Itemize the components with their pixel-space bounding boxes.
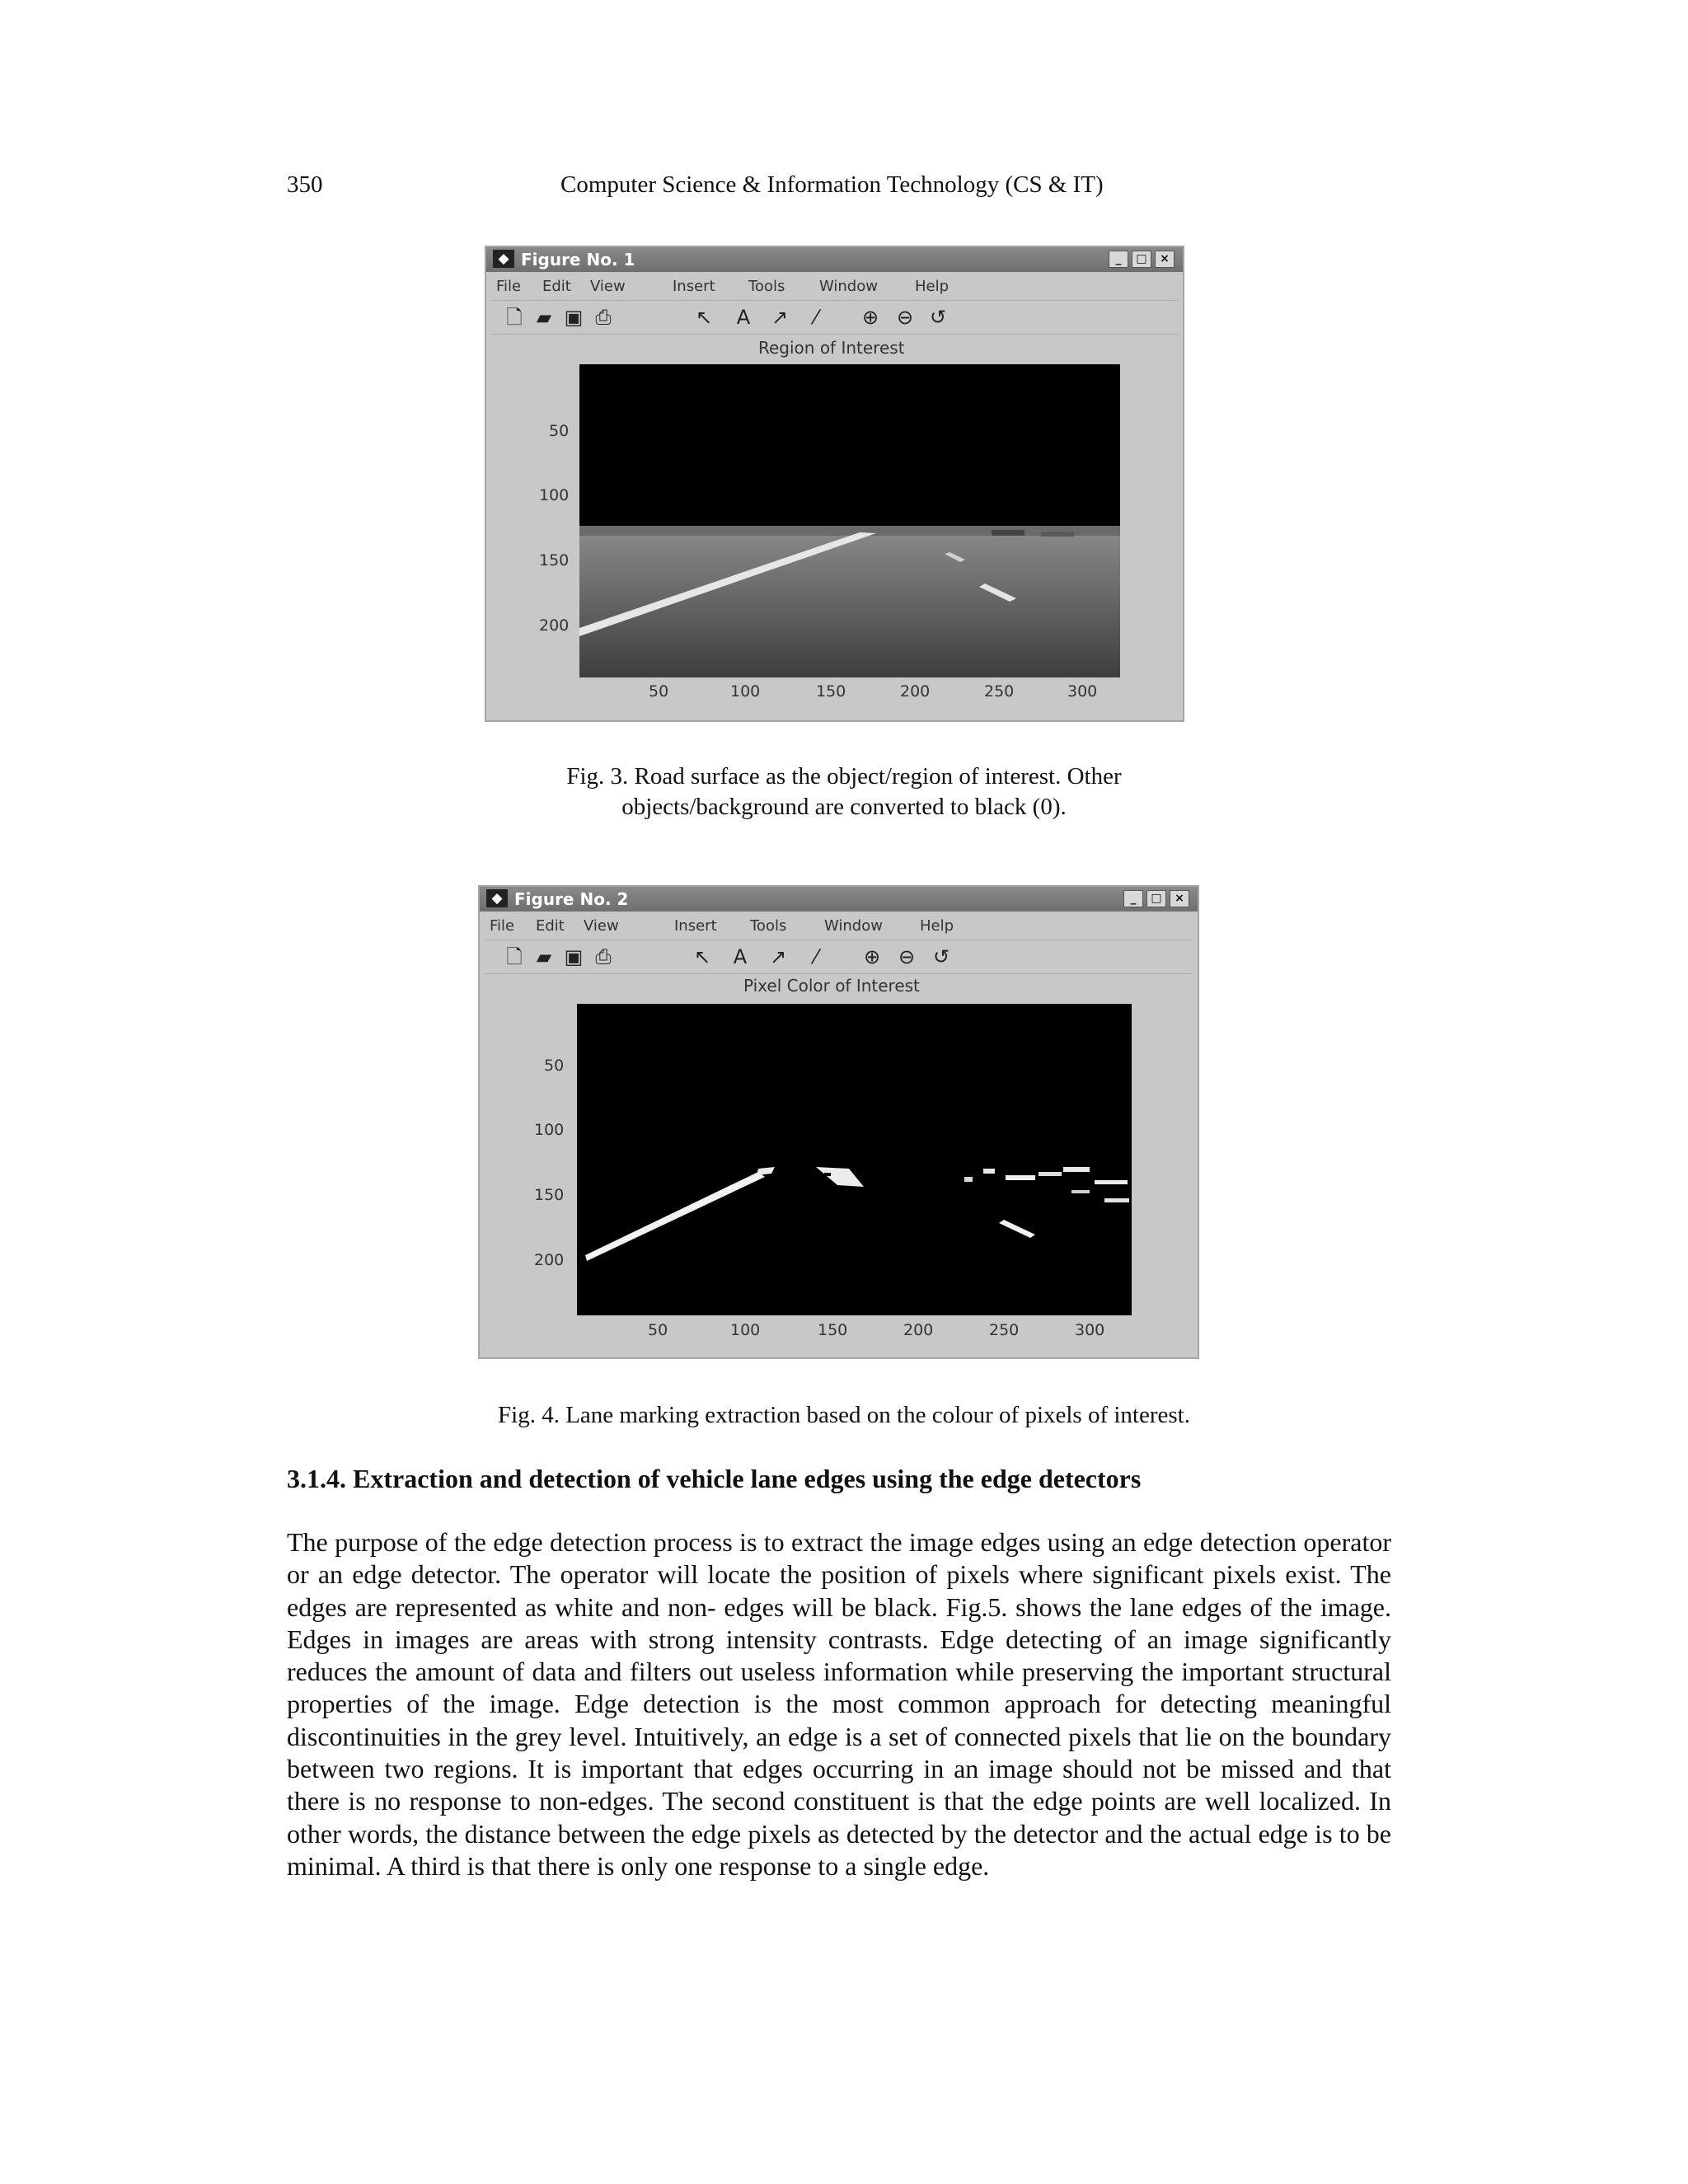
- insert-line-icon[interactable]: ⁄: [814, 945, 818, 968]
- figure-3-caption: [445, 762, 1243, 823]
- x-tick-label: 200: [900, 682, 931, 701]
- axes-title: Region of Interest: [758, 338, 905, 358]
- axes-title: Pixel Color of Interest: [743, 976, 920, 996]
- insert-arrow-icon[interactable]: ↗: [771, 306, 789, 329]
- x-tick-label: 100: [730, 682, 761, 701]
- menu-help[interactable]: Help: [915, 278, 950, 295]
- menu-help[interactable]: Help: [920, 917, 954, 935]
- menu-insert[interactable]: Insert: [673, 278, 715, 295]
- x-tick-label: 150: [816, 682, 846, 701]
- body-paragraph: The purpose of the edge detection process is to extract the image edges using an edge detection operator or an edge detector. The operator will locate the position of pixels where significant pixels exist. The edges are represented as white and non- edges will be black. Fig.5. shows the lane edges of the image. Edges in images are areas with strong intensity contrasts. Edge detecting of an image significantly reduces the amount of data and filters out useless information while preserving the important structural properties of the image. Edge detection is the most common approach for detecting meaningful discontinuities in the grey level. Intuitively, an edge is a set of connected pixels that lie on the boundary between two regions. It is important that edges occurring in an image should not be missed and that there is no response to non-edges. The second constituent is that the edge points are well localized. In other words, the distance between the edge pixels as detected by the detector and the actual edge is to be minimal. A third is that there is only one response to a single edge.: [287, 1527, 1391, 1881]
- menu-window[interactable]: Window: [819, 278, 878, 295]
- figure-window-1: [485, 246, 1184, 722]
- new-file-icon[interactable]: 🗋: [506, 306, 523, 329]
- caption-line: Fig. 4. Lane marking extraction based on the colour of pixels of interest.: [498, 1402, 1190, 1428]
- window-title: Figure No. 1: [521, 250, 635, 269]
- minimize-button[interactable]: _: [1109, 251, 1128, 268]
- x-tick-label: 250: [989, 1321, 1020, 1339]
- insert-line-icon[interactable]: ⁄: [814, 306, 818, 329]
- open-folder-icon[interactable]: ▰: [536, 945, 552, 968]
- title-bar: [480, 887, 1198, 912]
- zoom-in-icon[interactable]: ⊕: [863, 945, 881, 968]
- menu-window[interactable]: Window: [824, 917, 883, 935]
- lane-marking-image: [577, 1004, 1132, 1315]
- title-bar: [486, 247, 1183, 272]
- toolbar: [485, 940, 1193, 974]
- x-tick-label: 50: [648, 1321, 668, 1339]
- menu-view[interactable]: View: [584, 917, 619, 935]
- y-tick-label: 100: [539, 486, 570, 504]
- running-header: Computer Science & Information Technology (CS & IT): [560, 171, 1104, 198]
- y-tick-label: 200: [534, 1251, 565, 1269]
- insert-text-icon[interactable]: A: [736, 306, 751, 329]
- toolbar: [491, 300, 1178, 335]
- save-icon[interactable]: ▣: [564, 306, 584, 329]
- rotate-icon[interactable]: ↺: [932, 945, 950, 968]
- y-tick-label: 150: [539, 551, 570, 569]
- menu-bar: [486, 274, 1183, 298]
- y-tick-label: 150: [534, 1186, 565, 1204]
- new-file-icon[interactable]: 🗋: [506, 945, 523, 968]
- select-arrow-icon[interactable]: ↖: [695, 306, 713, 329]
- save-icon[interactable]: ▣: [564, 945, 584, 968]
- y-tick-label: 50: [549, 422, 570, 440]
- maximize-button[interactable]: □: [1146, 890, 1166, 907]
- insert-arrow-icon[interactable]: ↗: [769, 945, 787, 968]
- menu-bar: [480, 913, 1198, 938]
- x-tick-label: 100: [730, 1321, 761, 1339]
- figure-window-2: [478, 885, 1199, 1359]
- road-scene-graphic: [579, 364, 1120, 677]
- minimize-button[interactable]: _: [1123, 890, 1143, 907]
- zoom-out-icon[interactable]: ⊖: [898, 945, 916, 968]
- menu-view[interactable]: View: [590, 278, 626, 295]
- print-icon[interactable]: ⎙: [595, 306, 612, 329]
- matlab-icon: ◆: [486, 889, 508, 907]
- y-tick-label: 50: [544, 1057, 565, 1075]
- select-arrow-icon[interactable]: ↖: [693, 945, 711, 968]
- lane-marking-graphic: [577, 1004, 1132, 1315]
- caption-line: Fig. 3. Road surface as the object/region of interest. Other: [566, 763, 1122, 790]
- close-button[interactable]: ×: [1170, 890, 1189, 907]
- rotate-icon[interactable]: ↺: [929, 306, 947, 329]
- window-title: Figure No. 2: [514, 889, 629, 909]
- section-heading: 3.1.4. Extraction and detection of vehicle lane edges using the edge detectors: [287, 1464, 1142, 1493]
- zoom-in-icon[interactable]: ⊕: [861, 306, 879, 329]
- x-tick-label: 150: [818, 1321, 848, 1339]
- menu-tools[interactable]: Tools: [750, 917, 787, 935]
- insert-text-icon[interactable]: A: [733, 945, 748, 968]
- caption-line: objects/background are converted to black (0).: [621, 794, 1067, 820]
- x-tick-label: 200: [903, 1321, 934, 1339]
- road-roi-image: [579, 364, 1120, 677]
- x-tick-label: 300: [1075, 1321, 1105, 1339]
- menu-edit[interactable]: Edit: [542, 278, 571, 295]
- figure-4-caption: [363, 1400, 1325, 1431]
- y-tick-label: 200: [539, 616, 570, 635]
- menu-file[interactable]: File: [490, 917, 515, 935]
- maximize-button[interactable]: □: [1132, 251, 1151, 268]
- zoom-out-icon[interactable]: ⊖: [896, 306, 914, 329]
- matlab-icon: ◆: [493, 250, 514, 268]
- close-button[interactable]: ×: [1155, 251, 1175, 268]
- menu-file[interactable]: File: [496, 278, 522, 295]
- page-number: 350: [287, 171, 323, 198]
- menu-tools[interactable]: Tools: [748, 278, 785, 295]
- x-tick-label: 250: [984, 682, 1015, 701]
- menu-insert[interactable]: Insert: [674, 917, 717, 935]
- print-icon[interactable]: ⎙: [595, 945, 612, 968]
- open-folder-icon[interactable]: ▰: [536, 306, 552, 329]
- menu-edit[interactable]: Edit: [536, 917, 565, 935]
- x-tick-label: 50: [649, 682, 669, 701]
- x-tick-label: 300: [1067, 682, 1098, 701]
- y-tick-label: 100: [534, 1121, 565, 1139]
